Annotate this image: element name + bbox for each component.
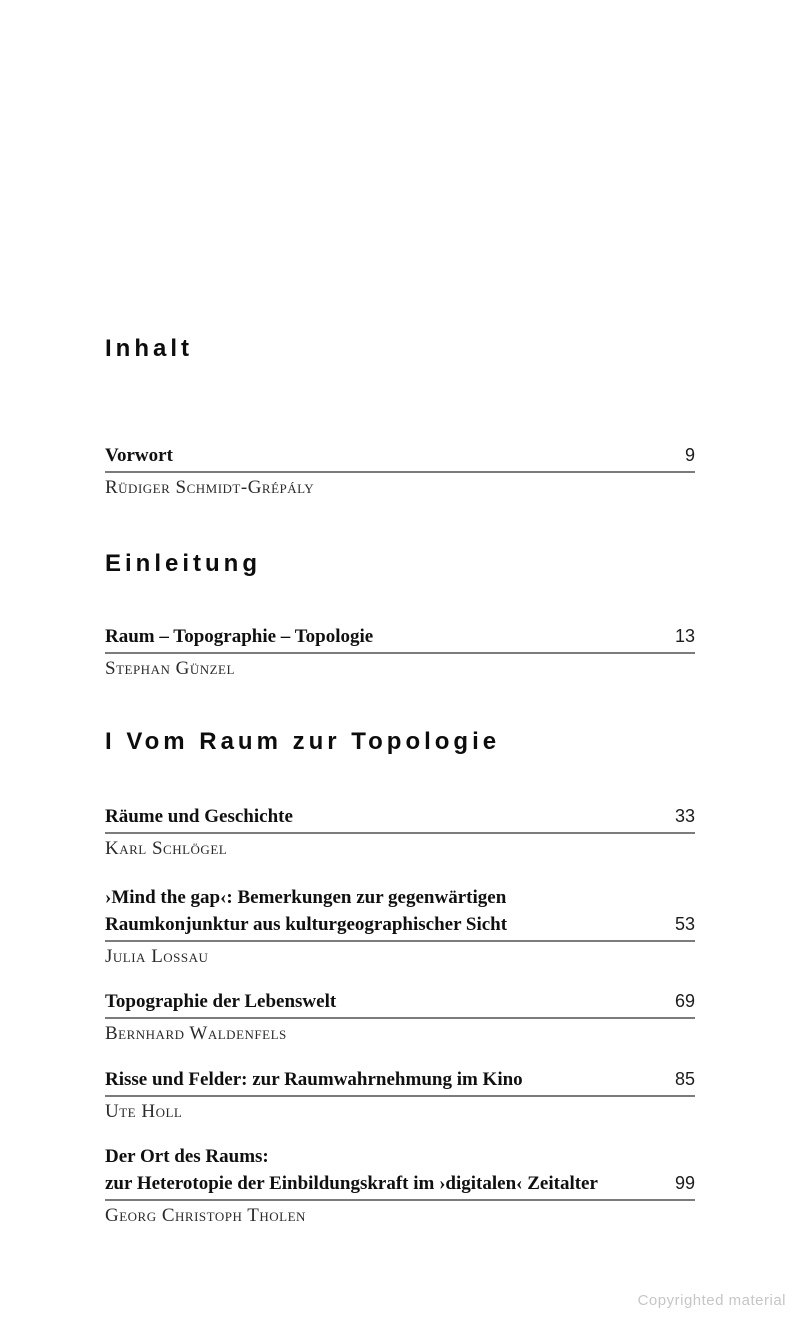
toc-entry-author: Ute Holl	[105, 1101, 183, 1122]
toc-entry-title-block	[105, 1144, 695, 1201]
toc-entry-title: Raum – Topographie – Topologie	[105, 626, 374, 647]
toc-entry-page-number: 99	[674, 1173, 695, 1193]
toc-entry-title-block	[105, 803, 695, 834]
toc-entry-title-line	[105, 623, 695, 650]
section-heading-einleitung: Einleitung	[105, 550, 261, 577]
toc-entry-title-line	[105, 1066, 695, 1093]
toc-entry-page-number: 9	[684, 445, 695, 465]
toc-entry-title: Topographie der Lebenswelt	[105, 991, 337, 1012]
toc-entry-title-line	[105, 885, 695, 911]
toc-entry-title: Raumkonjunktur aus kulturgeographischer Sicht	[105, 914, 508, 935]
toc-entry-title-block	[105, 988, 695, 1019]
toc-entry-title-line	[105, 1170, 695, 1197]
toc-entry-author: Georg Christoph Tholen	[105, 1205, 306, 1226]
toc-entry-title-block	[105, 885, 695, 942]
toc-entry-title: ›Mind the gap‹: Bemerkungen zur gegenwärtigen	[105, 887, 507, 908]
toc-entry-author: Bernhard Waldenfels	[105, 1023, 287, 1044]
toc-entry	[105, 885, 695, 969]
page-title: Inhalt	[105, 335, 193, 362]
toc-entry-title-block	[105, 1066, 695, 1097]
toc-entry-title-line	[105, 911, 695, 938]
toc-entry-page-number: 13	[674, 626, 695, 646]
toc-entry-page-number: 33	[674, 806, 695, 826]
toc-entry-title-block	[105, 442, 695, 473]
toc-entry-page-number: 53	[674, 914, 695, 934]
toc-entry-author: Karl Schlögel	[105, 838, 228, 859]
toc-entry	[105, 623, 695, 681]
toc-entry	[105, 988, 695, 1046]
toc-entry-title-line	[105, 1144, 695, 1170]
toc-entry	[105, 803, 695, 861]
toc-entry-author: Rüdiger Schmidt-Grépály	[105, 477, 315, 498]
section-heading-part-one: I Vom Raum zur Topologie	[105, 728, 501, 755]
toc-entry-title-line	[105, 803, 695, 830]
toc-entry-title: zur Heterotopie der Einbildungskraft im ›digitalen‹ Zeitalter	[105, 1173, 598, 1194]
toc-entry	[105, 442, 695, 500]
toc-entry-title: Risse und Felder: zur Raumwahrnehmung im Kino	[105, 1069, 523, 1090]
toc-entry-title-block	[105, 623, 695, 654]
toc-entry-title-line	[105, 442, 695, 469]
toc-entry-title: Der Ort des Raums:	[105, 1146, 269, 1167]
toc-entry-title: Vorwort	[105, 445, 173, 466]
toc-entry-title-line	[105, 988, 695, 1015]
copyright-watermark: Copyrighted material	[637, 1292, 786, 1309]
toc-entry-author: Stephan Günzel	[105, 658, 235, 679]
toc-entry	[105, 1066, 695, 1124]
toc-entry-page-number: 69	[674, 991, 695, 1011]
toc-entry-page-number: 85	[674, 1069, 695, 1089]
toc-entry-author: Julia Lossau	[105, 946, 209, 967]
toc-entry-title: Räume und Geschichte	[105, 806, 293, 827]
toc-entry	[105, 1144, 695, 1228]
